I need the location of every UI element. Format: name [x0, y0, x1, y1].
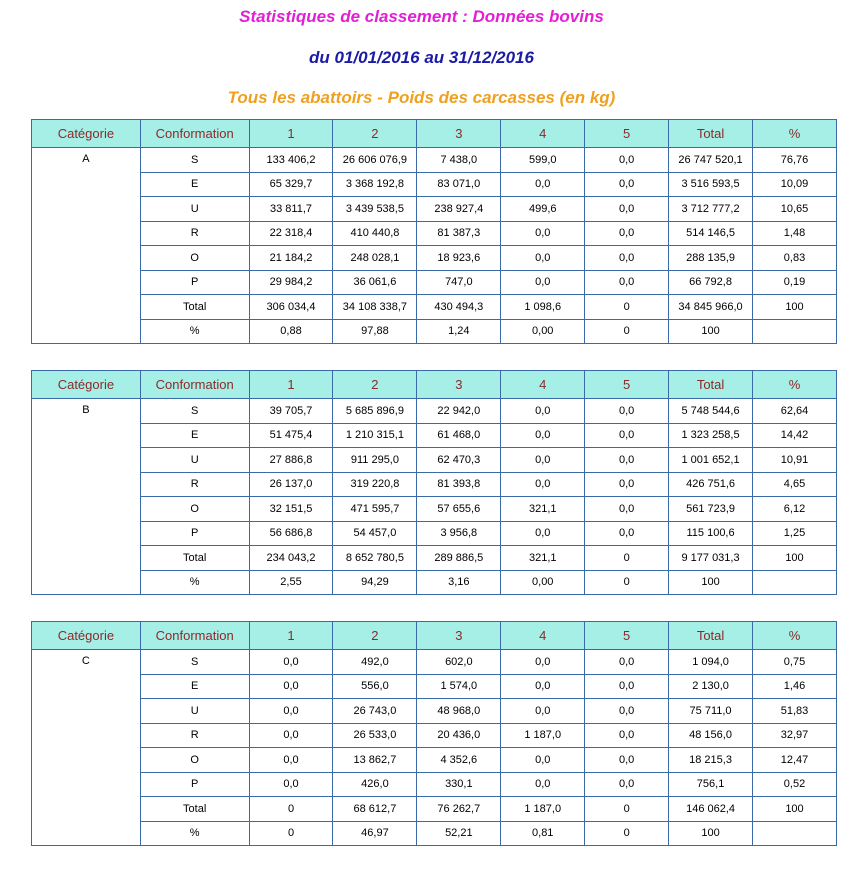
category-cell: A: [32, 148, 141, 344]
value-cell: 62 470,3: [417, 448, 501, 473]
value-cell: 10,09: [753, 172, 837, 197]
value-cell: 0,0: [501, 423, 585, 448]
value-cell: 75 711,0: [669, 699, 753, 724]
value-cell: 0: [585, 546, 669, 571]
table-row: [32, 650, 837, 675]
table-row: [32, 221, 837, 246]
header-row: [32, 120, 837, 148]
value-cell: 3 712 777,2: [669, 197, 753, 222]
value-cell: 0,0: [585, 448, 669, 473]
value-cell: 430 494,3: [417, 295, 501, 320]
table-row: [32, 797, 837, 822]
value-cell: 1,48: [753, 221, 837, 246]
column-header: Catégorie: [32, 622, 141, 650]
value-cell: 48 156,0: [669, 723, 753, 748]
value-cell: 0: [249, 797, 333, 822]
table-row: [32, 172, 837, 197]
table-row: [32, 723, 837, 748]
value-cell: 0: [585, 319, 669, 344]
table-row: [32, 270, 837, 295]
value-cell: 81 393,8: [417, 472, 501, 497]
value-cell: 1 098,6: [501, 295, 585, 320]
value-cell: 0,0: [585, 423, 669, 448]
value-cell: 0,0: [501, 172, 585, 197]
conformation-cell: S: [140, 148, 249, 173]
value-cell: 26 533,0: [333, 723, 417, 748]
value-cell: 0,83: [753, 246, 837, 271]
column-header: 1: [249, 120, 333, 148]
value-cell: 1 001 652,1: [669, 448, 753, 473]
value-cell: 0,0: [501, 521, 585, 546]
value-cell: 0,0: [585, 674, 669, 699]
value-cell: 68 612,7: [333, 797, 417, 822]
value-cell: 0,0: [501, 270, 585, 295]
value-cell: 289 886,5: [417, 546, 501, 571]
value-cell: 238 927,4: [417, 197, 501, 222]
value-cell: 0,52: [753, 772, 837, 797]
column-header: Catégorie: [32, 371, 141, 399]
value-cell: 0,00: [501, 570, 585, 595]
value-cell: 1 210 315,1: [333, 423, 417, 448]
value-cell: 51 475,4: [249, 423, 333, 448]
conformation-cell: O: [140, 497, 249, 522]
conformation-cell: E: [140, 172, 249, 197]
value-cell: 0,75: [753, 650, 837, 675]
value-cell: 34 845 966,0: [669, 295, 753, 320]
value-cell: 306 034,4: [249, 295, 333, 320]
conformation-cell: Total: [140, 295, 249, 320]
value-cell: 0,0: [249, 723, 333, 748]
table-row: [32, 748, 837, 773]
value-cell: 3 439 538,5: [333, 197, 417, 222]
value-cell: 499,6: [501, 197, 585, 222]
value-cell: 0,0: [585, 148, 669, 173]
column-header: Total: [669, 120, 753, 148]
value-cell: 1 187,0: [501, 723, 585, 748]
subtitle: Tous les abattoirs - Poids des carcasses (en kg): [227, 88, 616, 107]
value-cell: 26 137,0: [249, 472, 333, 497]
value-cell: 0,0: [585, 699, 669, 724]
value-cell: 1 574,0: [417, 674, 501, 699]
value-cell: 1 323 258,5: [669, 423, 753, 448]
column-header: 4: [501, 622, 585, 650]
conformation-cell: %: [140, 319, 249, 344]
value-cell: 0,0: [501, 748, 585, 773]
value-cell: 3 516 593,5: [669, 172, 753, 197]
table-row: [32, 148, 837, 173]
conformation-cell: R: [140, 723, 249, 748]
value-cell: 0,0: [585, 772, 669, 797]
value-cell: 911 295,0: [333, 448, 417, 473]
value-cell: 492,0: [333, 650, 417, 675]
value-cell: 26 747 520,1: [669, 148, 753, 173]
value-cell: 0,81: [501, 821, 585, 846]
value-cell: 146 062,4: [669, 797, 753, 822]
value-cell: 100: [753, 546, 837, 571]
value-cell: 10,91: [753, 448, 837, 473]
column-header: Conformation: [140, 622, 249, 650]
value-cell: 0,19: [753, 270, 837, 295]
value-cell: 76 262,7: [417, 797, 501, 822]
value-cell: 0,0: [501, 772, 585, 797]
value-cell: 410 440,8: [333, 221, 417, 246]
value-cell: 0,0: [585, 497, 669, 522]
column-header: 5: [585, 371, 669, 399]
value-cell: 34 108 338,7: [333, 295, 417, 320]
value-cell: 62,64: [753, 399, 837, 424]
value-cell: 0,0: [501, 674, 585, 699]
conformation-cell: E: [140, 423, 249, 448]
table-row: [32, 497, 837, 522]
value-cell: [753, 570, 837, 595]
value-cell: 0,0: [249, 674, 333, 699]
column-header: 5: [585, 622, 669, 650]
column-header: Total: [669, 371, 753, 399]
value-cell: 46,97: [333, 821, 417, 846]
value-cell: 0,00: [501, 319, 585, 344]
table-row: [32, 197, 837, 222]
value-cell: 248 028,1: [333, 246, 417, 271]
value-cell: 321,1: [501, 546, 585, 571]
value-cell: 0,0: [585, 723, 669, 748]
column-header: Conformation: [140, 120, 249, 148]
value-cell: 0,0: [585, 472, 669, 497]
column-header: 3: [417, 622, 501, 650]
conformation-cell: O: [140, 246, 249, 271]
value-cell: 0,0: [501, 472, 585, 497]
page-title: Statistiques de classement : Données bovins: [239, 7, 604, 26]
value-cell: 2,55: [249, 570, 333, 595]
value-cell: 0,0: [249, 772, 333, 797]
value-cell: 12,47: [753, 748, 837, 773]
conformation-cell: Total: [140, 546, 249, 571]
value-cell: 0: [585, 295, 669, 320]
category-cell: B: [32, 399, 141, 595]
value-cell: 0: [585, 821, 669, 846]
conformation-cell: U: [140, 197, 249, 222]
value-cell: 133 406,2: [249, 148, 333, 173]
column-header: 5: [585, 120, 669, 148]
conformation-cell: P: [140, 521, 249, 546]
value-cell: 100: [753, 797, 837, 822]
value-cell: 9 177 031,3: [669, 546, 753, 571]
value-cell: 32 151,5: [249, 497, 333, 522]
value-cell: 13 862,7: [333, 748, 417, 773]
value-cell: 0,0: [501, 221, 585, 246]
column-header: 2: [333, 120, 417, 148]
value-cell: 514 146,5: [669, 221, 753, 246]
value-cell: 56 686,8: [249, 521, 333, 546]
value-cell: 0,0: [585, 521, 669, 546]
stats-table-a: [31, 119, 837, 344]
value-cell: 0,0: [585, 650, 669, 675]
column-header: 4: [501, 371, 585, 399]
value-cell: 0: [585, 797, 669, 822]
value-cell: 14,42: [753, 423, 837, 448]
table-row: [32, 699, 837, 724]
value-cell: 0,0: [501, 448, 585, 473]
value-cell: 8 652 780,5: [333, 546, 417, 571]
value-cell: 0,0: [585, 221, 669, 246]
value-cell: 3 956,8: [417, 521, 501, 546]
category-cell: C: [32, 650, 141, 846]
value-cell: 1,24: [417, 319, 501, 344]
value-cell: 76,76: [753, 148, 837, 173]
column-header: Catégorie: [32, 120, 141, 148]
value-cell: 319 220,8: [333, 472, 417, 497]
value-cell: 66 792,8: [669, 270, 753, 295]
value-cell: 561 723,9: [669, 497, 753, 522]
column-header: %: [753, 371, 837, 399]
conformation-cell: S: [140, 399, 249, 424]
stats-table-b: [31, 370, 837, 595]
value-cell: 6,12: [753, 497, 837, 522]
conformation-cell: %: [140, 570, 249, 595]
value-cell: 2 130,0: [669, 674, 753, 699]
column-header: %: [753, 622, 837, 650]
value-cell: 234 043,2: [249, 546, 333, 571]
value-cell: 0: [249, 821, 333, 846]
value-cell: 747,0: [417, 270, 501, 295]
table-row: [32, 295, 837, 320]
header-row: [32, 622, 837, 650]
table-row: [32, 472, 837, 497]
value-cell: 61 468,0: [417, 423, 501, 448]
value-cell: 20 436,0: [417, 723, 501, 748]
conformation-cell: Total: [140, 797, 249, 822]
value-cell: 599,0: [501, 148, 585, 173]
value-cell: 1 094,0: [669, 650, 753, 675]
value-cell: 0,0: [585, 399, 669, 424]
column-header: %: [753, 120, 837, 148]
value-cell: 1,25: [753, 521, 837, 546]
conformation-cell: O: [140, 748, 249, 773]
column-header: 4: [501, 120, 585, 148]
column-header: Total: [669, 622, 753, 650]
column-header: Conformation: [140, 371, 249, 399]
table-row: [32, 319, 837, 344]
conformation-cell: U: [140, 448, 249, 473]
value-cell: 29 984,2: [249, 270, 333, 295]
table-row: [32, 772, 837, 797]
value-cell: 115 100,6: [669, 521, 753, 546]
value-cell: 21 184,2: [249, 246, 333, 271]
table-row: [32, 521, 837, 546]
value-cell: 5 685 896,9: [333, 399, 417, 424]
table-row: [32, 546, 837, 571]
conformation-cell: %: [140, 821, 249, 846]
value-cell: 602,0: [417, 650, 501, 675]
header-row: [32, 371, 837, 399]
value-cell: 0,0: [585, 172, 669, 197]
value-cell: 36 061,6: [333, 270, 417, 295]
value-cell: 4 352,6: [417, 748, 501, 773]
value-cell: 26 606 076,9: [333, 148, 417, 173]
value-cell: 52,21: [417, 821, 501, 846]
value-cell: [753, 821, 837, 846]
stats-table-c: [31, 621, 837, 846]
value-cell: 4,65: [753, 472, 837, 497]
table-row: [32, 423, 837, 448]
value-cell: 556,0: [333, 674, 417, 699]
table-row: [32, 448, 837, 473]
value-cell: 7 438,0: [417, 148, 501, 173]
value-cell: 57 655,6: [417, 497, 501, 522]
value-cell: 426,0: [333, 772, 417, 797]
value-cell: 22 318,4: [249, 221, 333, 246]
value-cell: 100: [669, 570, 753, 595]
column-header: 1: [249, 622, 333, 650]
value-cell: 5 748 544,6: [669, 399, 753, 424]
conformation-cell: R: [140, 221, 249, 246]
value-cell: 100: [669, 319, 753, 344]
table-row: [32, 246, 837, 271]
table-row: [32, 674, 837, 699]
value-cell: 0,0: [249, 699, 333, 724]
table-row: [32, 399, 837, 424]
value-cell: 26 743,0: [333, 699, 417, 724]
value-cell: [753, 319, 837, 344]
value-cell: 18 923,6: [417, 246, 501, 271]
column-header: 1: [249, 371, 333, 399]
value-cell: 100: [753, 295, 837, 320]
value-cell: 756,1: [669, 772, 753, 797]
value-cell: 0,0: [249, 748, 333, 773]
value-cell: 27 886,8: [249, 448, 333, 473]
value-cell: 0,0: [501, 650, 585, 675]
conformation-cell: P: [140, 772, 249, 797]
value-cell: 22 942,0: [417, 399, 501, 424]
value-cell: 51,83: [753, 699, 837, 724]
value-cell: 471 595,7: [333, 497, 417, 522]
value-cell: 1,46: [753, 674, 837, 699]
value-cell: 81 387,3: [417, 221, 501, 246]
conformation-cell: U: [140, 699, 249, 724]
value-cell: 426 751,6: [669, 472, 753, 497]
value-cell: 83 071,0: [417, 172, 501, 197]
value-cell: 3 368 192,8: [333, 172, 417, 197]
conformation-cell: S: [140, 650, 249, 675]
conformation-cell: P: [140, 270, 249, 295]
value-cell: 48 968,0: [417, 699, 501, 724]
table-row: [32, 821, 837, 846]
conformation-cell: E: [140, 674, 249, 699]
period-label: du 01/01/2016 au 31/12/2016: [309, 48, 534, 67]
value-cell: 288 135,9: [669, 246, 753, 271]
table-row: [32, 570, 837, 595]
value-cell: 33 811,7: [249, 197, 333, 222]
value-cell: 100: [669, 821, 753, 846]
column-header: 2: [333, 622, 417, 650]
column-header: 3: [417, 371, 501, 399]
value-cell: 0,0: [501, 699, 585, 724]
value-cell: 0,0: [585, 246, 669, 271]
value-cell: 54 457,0: [333, 521, 417, 546]
value-cell: 0,0: [249, 650, 333, 675]
value-cell: 18 215,3: [669, 748, 753, 773]
column-header: 3: [417, 120, 501, 148]
column-header: 2: [333, 371, 417, 399]
value-cell: 330,1: [417, 772, 501, 797]
conformation-cell: R: [140, 472, 249, 497]
value-cell: 0,0: [585, 270, 669, 295]
value-cell: 10,65: [753, 197, 837, 222]
value-cell: 0,0: [585, 748, 669, 773]
value-cell: 65 329,7: [249, 172, 333, 197]
value-cell: 321,1: [501, 497, 585, 522]
value-cell: 0: [585, 570, 669, 595]
value-cell: 0,88: [249, 319, 333, 344]
value-cell: 0,0: [501, 246, 585, 271]
value-cell: 39 705,7: [249, 399, 333, 424]
value-cell: 97,88: [333, 319, 417, 344]
value-cell: 3,16: [417, 570, 501, 595]
value-cell: 32,97: [753, 723, 837, 748]
value-cell: 1 187,0: [501, 797, 585, 822]
value-cell: 0,0: [585, 197, 669, 222]
value-cell: 0,0: [501, 399, 585, 424]
value-cell: 94,29: [333, 570, 417, 595]
